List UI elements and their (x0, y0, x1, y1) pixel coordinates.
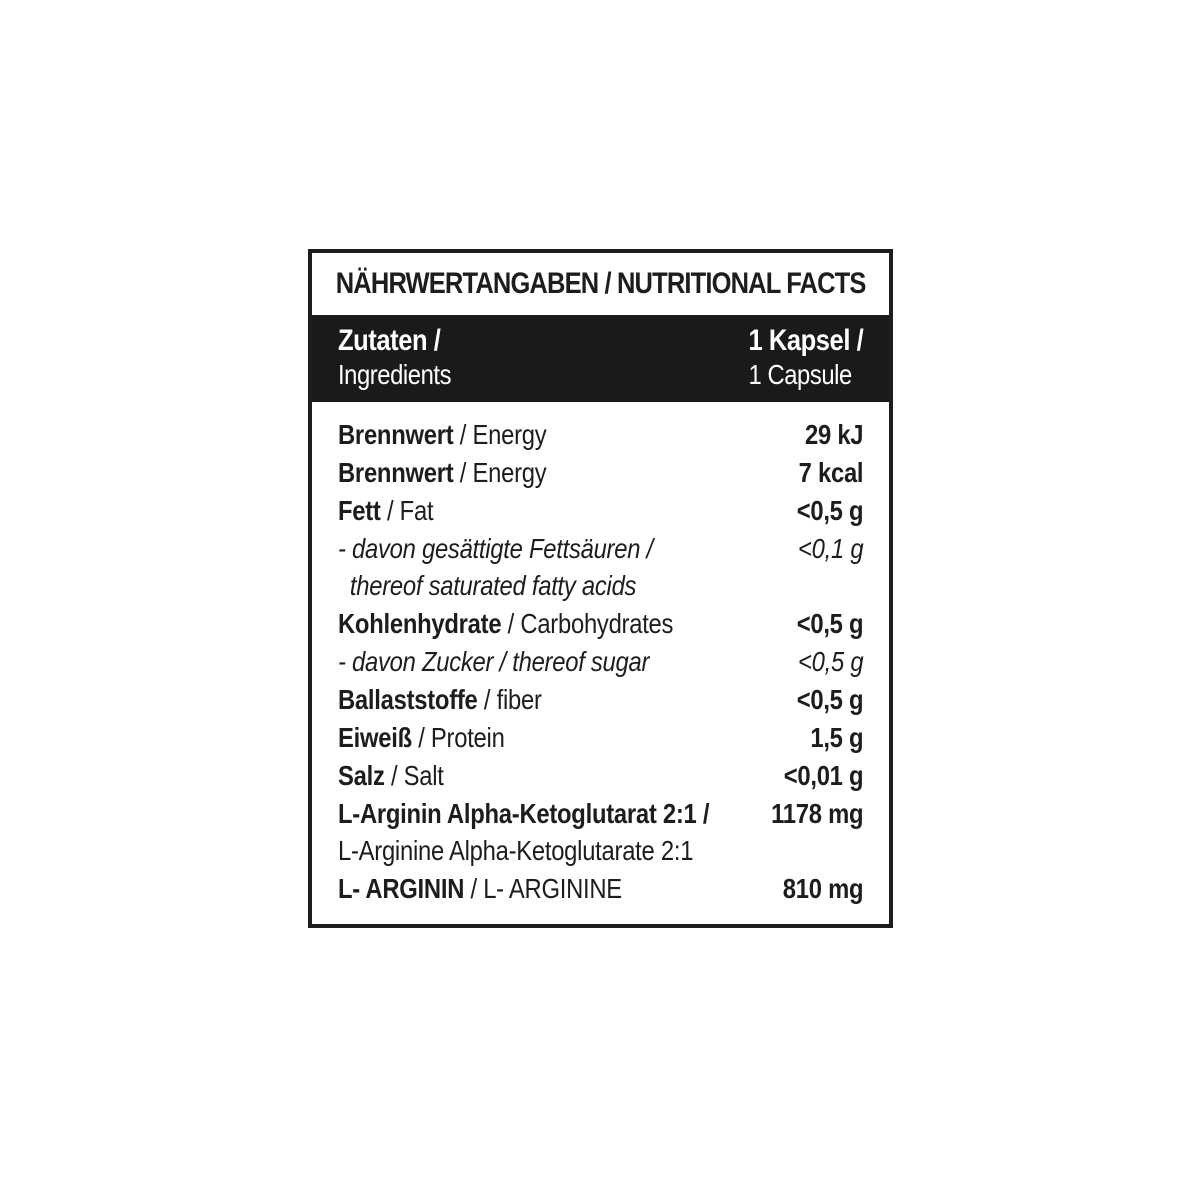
row-fat (338, 492, 863, 529)
header-kapsel: 1 Kapsel / (748, 324, 864, 357)
nutrition-rows (312, 402, 889, 924)
row-value: <0,5 g (797, 646, 864, 677)
row-energy-kcal (338, 454, 863, 491)
row-salt (338, 757, 863, 794)
row-label-de: - davon Zucker / thereof sugar (338, 646, 650, 677)
header-zutaten: Zutaten / (338, 324, 441, 357)
row-label-de: L- ARGININ (338, 873, 465, 904)
row-fiber (338, 681, 863, 718)
row-label-de: Salz (338, 760, 385, 791)
header-left-cell (338, 324, 451, 392)
row-saturated-fat (338, 530, 863, 604)
row-label-de: Brennwert (338, 419, 454, 450)
row-label-en: / Carbohydrates (501, 608, 674, 639)
row-sugar (338, 643, 863, 680)
row-value: <0,1 g (797, 533, 864, 564)
row-label-en: L-Arginine Alpha-Ketoglutarate 2:1 (338, 835, 694, 866)
label-title: NÄHRWERTANGABEN / NUTRITIONAL FACTS (335, 267, 866, 300)
row-value: <0,5 g (796, 495, 864, 526)
row-l-arginin (338, 870, 863, 907)
nutrition-facts-label (308, 249, 893, 928)
row-value: 7 kcal (798, 457, 864, 488)
header-right-cell (748, 324, 863, 392)
row-label-de: Ballaststoffe (338, 684, 478, 715)
row-label-en: / L- ARGININE (464, 873, 622, 904)
row-label-de: Eiweiß (338, 722, 412, 753)
row-label-de: Brennwert (338, 457, 454, 488)
row-label-de: - davon gesättigte Fettsäuren / (338, 533, 653, 564)
header-capsule: 1 Capsule (748, 359, 852, 390)
row-label-de: L-Arginin Alpha-Ketoglutarat 2:1 / (338, 798, 710, 829)
row-label-en: / Energy (453, 457, 547, 488)
row-value: 1178 mg (771, 798, 864, 829)
row-carbohydrates (338, 605, 863, 642)
row-label-de: Kohlenhydrate (338, 608, 502, 639)
row-value: 1,5 g (810, 722, 864, 753)
row-value: 29 kJ (805, 419, 864, 450)
row-label-en: / Energy (453, 419, 547, 450)
row-label-en: / Fat (380, 495, 434, 526)
row-label-de: Fett (338, 495, 381, 526)
ingredients-header-bar (312, 315, 889, 402)
row-label-en: thereof saturated fatty acids (349, 570, 637, 601)
row-value: <0,01 g (783, 760, 864, 791)
row-value: <0,5 g (796, 684, 864, 715)
row-aakg (338, 795, 863, 869)
row-value: 810 mg (782, 873, 864, 904)
label-title-section (312, 253, 889, 315)
row-label-en: / fiber (477, 684, 542, 715)
row-label-en: / Protein (411, 722, 505, 753)
row-value: <0,5 g (796, 608, 864, 639)
row-energy-kj (338, 416, 863, 453)
header-ingredients: Ingredients (338, 359, 452, 390)
row-protein (338, 719, 863, 756)
row-label-en: / Salt (384, 760, 444, 791)
